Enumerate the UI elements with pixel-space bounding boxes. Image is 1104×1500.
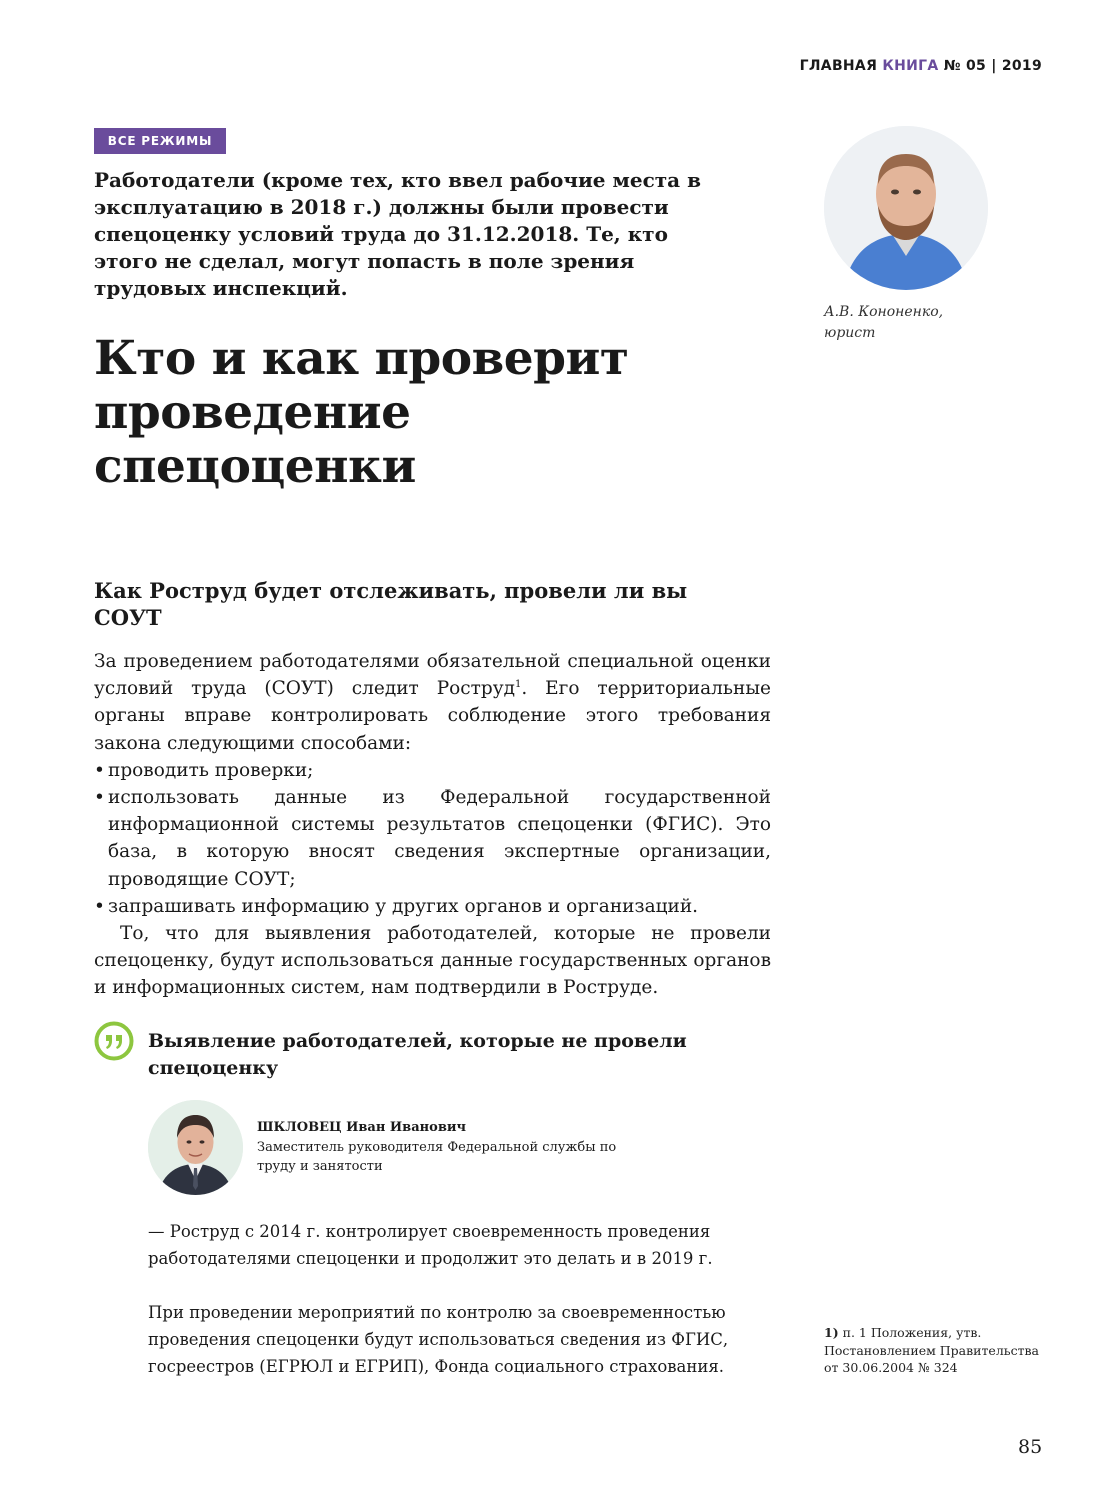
issue-number: № 05 | 2019 [943, 58, 1042, 74]
expert-name: ШКЛОВЕЦ Иван Иванович [257, 1120, 467, 1135]
footnote-text: п. 1 Положения, утв. Постановлением Правительства от 30.06.2004 № 324 [824, 1325, 1039, 1375]
author-name: А.В. Кононенко, [824, 304, 944, 320]
footnote [824, 1324, 1054, 1377]
footnote-ref[interactable]: 1 [515, 679, 522, 691]
quote-paragraph: — Роструд с 2014 г. контролирует своевременность проведения работодателями спецоценки и продолжит это делать и в 2019 г. [148, 1222, 713, 1268]
quote-text [148, 1218, 768, 1407]
footnote-number: 1) [824, 1325, 839, 1340]
author-caption [824, 302, 1024, 344]
body-text: . Его территориальные органы вправе контролировать соблюдение этого требования закона следующими способами: [94, 678, 771, 754]
quote-mark-icon [94, 1021, 134, 1061]
body-paragraph [94, 648, 771, 757]
list-item: • проводить проверки; [94, 757, 771, 784]
running-head [800, 58, 1042, 74]
article-body [94, 648, 771, 1002]
expert-role: Заместитель руководителя Федеральной службы по труду и занятости [257, 1140, 617, 1174]
body-paragraph: То, что для выявления работодателей, которые не провели спецоценку, будут использоваться данные государственных органов и информационных систем, нам подтвердили в Роструде. [94, 923, 771, 999]
lead-paragraph: Работодатели (кроме тех, кто ввел рабочие места в эксплуатацию в 2018 г.) должны были провести спецоценку условий труда до 31.12.2018. Те, кто этого не сделал, могут попасть в поле зрения трудовых инспекций. [94, 168, 701, 300]
body-text: За проведением работодателями обязательной специальной оценки условий труда (СОУТ) следит Роструд [94, 651, 771, 700]
brand-name-accent: КНИГА [882, 58, 939, 74]
quote-heading: Выявление работодателей, которые не провели спецоценку [148, 1030, 687, 1079]
brand-name: ГЛАВНАЯ [799, 58, 878, 74]
bullet-list [94, 757, 771, 920]
article-title: Кто и как проверит проведение спецоценки [94, 331, 629, 494]
expert-photo [148, 1100, 243, 1195]
section-heading: Как Роструд будет отслеживать, провели ли вы СОУТ [94, 578, 688, 630]
quote-paragraph: При проведении мероприятий по контролю за своевременностью проведения спецоценки будут использоваться сведения из ФГИС, госреестров (ЕГРЮЛ и ЕГРИП), Фонда социального страхования. [148, 1303, 729, 1376]
author-photo [824, 126, 988, 290]
list-item: • использовать данные из Федеральной государственной информационной системы результатов спецоценки (ФГИС). Это база, в которую вносят сведения экспертные организации, проводящие СОУТ; [94, 784, 771, 893]
list-item: • запрашивать информацию у других органов и организаций. [94, 893, 771, 920]
author-position: юрист [824, 325, 876, 341]
page-number: 85 [1018, 1436, 1043, 1458]
category-tag: ВСЕ РЕЖИМЫ [94, 128, 226, 154]
